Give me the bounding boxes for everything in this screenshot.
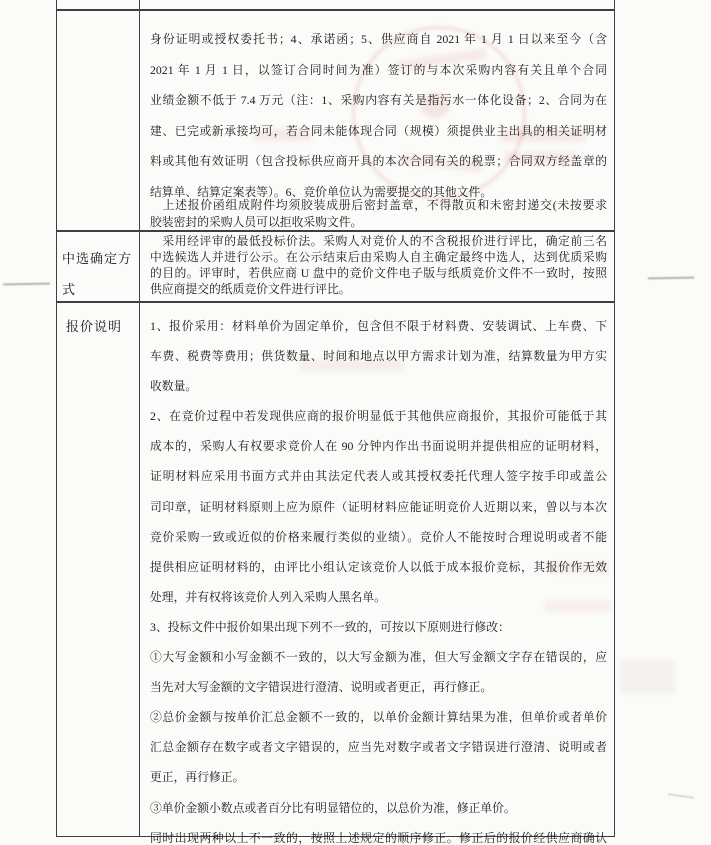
text-line: 证明材料应采用书面方式并由其法定代表人或其授权委托代理人签字按手印或盖公 <box>150 469 607 484</box>
row-divider-quotation <box>57 301 614 303</box>
column-divider <box>139 0 141 836</box>
margin-dash-mark <box>668 793 694 799</box>
text-line: 更正，再行修正。 <box>150 770 245 785</box>
continuation-body-text <box>150 24 607 207</box>
margin-dash-mark <box>648 277 694 280</box>
text-line: 建、已完或新承接均可，若合同未能体现合同（规模）须提供业主出具的相关证明材 <box>150 123 607 138</box>
selection-method-text <box>150 233 607 297</box>
text-line: 的目的。评审时，若供应商 U 盘中的竞价文件电子版与纸质竞价文件不一致时，按照 <box>150 266 607 280</box>
ink-bleed-mark <box>620 660 675 694</box>
text-line: 身份证明或授权委托书；4、承诺函；5、供应商自 2021 年 1 月 1 日以来至今（含 <box>150 32 607 46</box>
text-line: 同时出现两种以上不一致的，按照上述规定的顺序修正。修正后的报价经供应商确认 <box>150 830 607 845</box>
text-line: 1、报价采用：材料单价为固定单价，包含但不限于材料费、安装调试、上车费、下 <box>150 319 607 333</box>
row-divider-top <box>57 9 614 11</box>
quotation-notes-text <box>150 311 607 845</box>
text-line: 上述报价函组成附件均须胶装成册后密封盖章，不得散页和未密封递交(未按要求 <box>150 198 607 212</box>
text-line: 车费、税费等费用；供货数量、时间和地点以甲方需求计划为准，结算数量为甲方实 <box>150 349 607 364</box>
text-line: 料或其他有效证明（包含投标供应商开具的本次合同有关的税票；合同双方经盖章的 <box>150 154 607 168</box>
text-line: 结算单、结算定案表等）。6、竞价单位认为需要提交的其他文件。 <box>150 184 493 199</box>
text-line: 处理，并有权将该竞价人列入采购人黑名单。 <box>150 589 386 604</box>
text-line: 提供相应证明材料的，由评比小组认定该竞价人以低于成本报价竞标，其报价作无效 <box>150 559 607 574</box>
text-line: 中选候选人并进行公示。在公示结束后由采购人自主确定最终中选人，达到优质采购 <box>150 250 607 264</box>
text-line: 司印章，证明材料原则上应为原件（证明材料应能证明竞价人近期以来，曾以与本次 <box>150 499 607 514</box>
text-line: ①大写金额和小写金额不一致的，以大写金额为准，但大写金额文字存在错误的，应 <box>150 650 607 665</box>
text-line: 收数量。 <box>150 379 198 394</box>
row-header-quotation-notes: 报价说明 <box>66 319 123 334</box>
margin-dash-mark <box>3 283 50 286</box>
text-line: 成本的，采购人有权要求竞价人在 90 分钟内作出书面说明并提供相应的证明材料， <box>150 439 607 454</box>
text-line: 3、投标文件中报价如果出现下列不一致的，可按以下原则进行修改： <box>150 619 510 634</box>
text-line: ③单价金额小数点或者百分比有明显错位的，以总价为准，修正单价。 <box>150 800 516 815</box>
text-line: 胶装密封的采购人员可以拒收采购文件。 <box>150 215 363 229</box>
continuation-note-text <box>150 197 607 231</box>
text-line: 2、在竞价过程中若发现供应商的报价明显低于其他供应商报价，其报价可能低于其 <box>150 409 607 424</box>
text-line: 汇总金额存在数字或者文字错误的，应当先对数字或者文字错误进行澄清、说明或者 <box>150 740 607 755</box>
text-line: 2021 年 1 月 1 日，以签订合同时间为准）签订的与本次采购内容有关且单个合同 <box>150 62 607 77</box>
text-line: ②总价金额与按单价汇总金额不一致的，以单价金额计算结果为准，但单价或者单价 <box>150 710 607 725</box>
text-line: 采用经评审的最低投标价法。采购人对竞价人的不含税报价进行评比，确定前三名 <box>150 234 607 248</box>
text-line: 业绩金额不低于 7.4 万元（注：1、采购内容有关是指污水一体化设备；2、合同为在 <box>150 93 607 107</box>
text-line: 竞价采购一致或近似的价格来履行类似的业绩）。竞价人不能按时合理说明或者不能 <box>150 529 607 544</box>
row-header-selection-method: 中选确定方式 <box>62 251 133 297</box>
text-line: 供应商提交的纸质竞价文件进行评比。 <box>150 282 351 296</box>
text-line: 当先对大写金额的文字错误进行澄清、说明或者更正，再行修正。 <box>150 680 493 695</box>
